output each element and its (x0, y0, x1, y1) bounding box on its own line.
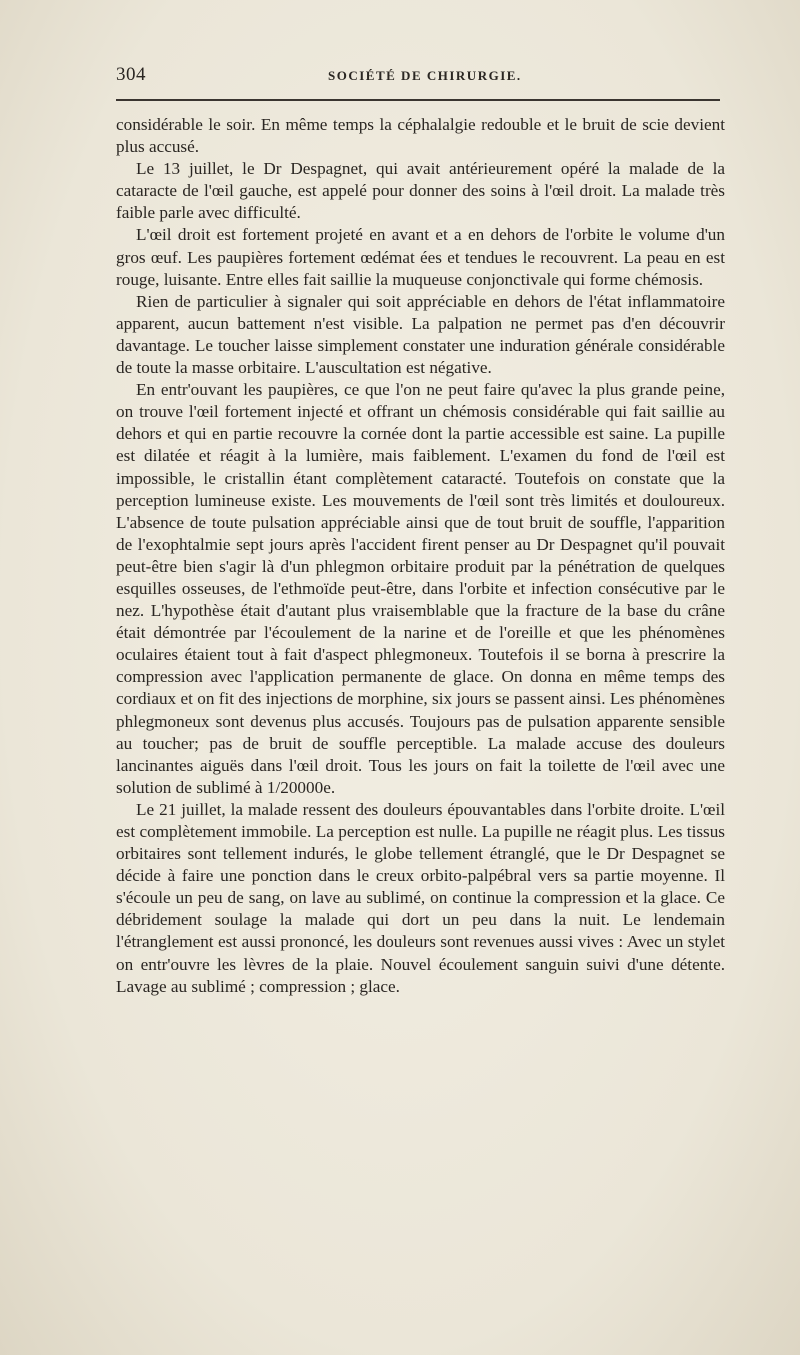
paragraph-right-eye: L'œil droit est fortement projeté en avant et a en dehors de l'orbite le volume d'un gros œuf. Les paupières fortement œdémat ées et tendues le recouvrent. La peau en est rouge, luisante. Entre elles fait saillie la muqueuse conjonctivale qui forme chémosis. (116, 225, 725, 289)
paragraph-eyelids-opening: En entr'ouvant les paupières, ce que l'on ne peut faire qu'avec la plus grande peine, on trouve l'œil fortement injecté et offrant un chémosis considérable qui fait saillie au dehors et qui en partie recouvre la cornée dont la partie accessible est saine. La pupille est dilatée et réagit à la lumière, mais faiblement. L'examen du fond de l'œil est impossible, le cristallin étant complètement cataracté. Toutefois on constate que la perception lumineuse existe. Les mouvements de l'œil sont très limités et douloureux. L'absence de toute pulsation appréciable ainsi que de tout bruit de souffle, l'apparition de l'exophtalmie sept jours après l'accident firent penser au Dr Despagnet qu'il pouvait peut-être bien s'agir là d'un phlegmon orbitaire produit par la pénétration de quelques esquilles osseuses, de l'ethmoïde peut-être, dans l'orbite et infection consécutive par le nez. L'hypothèse était d'autant plus vraisemblable que la fracture de la base du crâne était démontrée par l'écoulement de la narine et de l'oreille et que les phénomènes oculaires étaient tout à fait d'aspect phlegmoneux. Toutefois il se borna à prescrire la compression avec l'application permanente de glace. On donna en même temps des cordiaux et on fit des injections de morphine, six jours se passent ainsi. Les phénomènes phlegmoneux sont devenus plus accusés. Toujours pas de pulsation apparente sensible au toucher; pas de bruit de souffle perceptible. La malade accuse des douleurs lancinantes aiguës dans l'œil droit. Tous les jours on fait la toilette de l'œil avec une solution de sublimé à 1/20000e. (116, 380, 725, 797)
page-number: 304 (116, 64, 146, 85)
running-title: SOCIÉTÉ DE CHIRURGIE. (328, 68, 522, 83)
paragraph-nothing-particular: Rien de particulier à signaler qui soit appréciable en dehors de l'état inflammatoire apparent, aucun battement n'est visible. La palpation ne permet pas d'en découvrir davantage. Le toucher laisse simplement constater une induration générale considérable de toute la masse orbitaire. L'auscultation est négative. (116, 291, 725, 378)
page-header (116, 64, 720, 88)
body-text (116, 114, 725, 998)
paragraph-continued: considérable le soir. En même temps la céphalalgie redouble et le bruit de scie devient plus accusé. (116, 115, 725, 157)
paragraph-13-july: Le 13 juillet, le Dr Despagnet, qui avait antérieurement opéré la malade de la cataracte de l'œil gauche, est appelé pour donner des soins à l'œil droit. La malade très faible parle avec difficulté. (116, 159, 725, 223)
paragraph-21-july: Le 21 juillet, la malade ressent des douleurs épouvantables dans l'orbite droite. L'œil est complètement immobile. La perception est nulle. La pupille ne réagit plus. Les tissus orbitaires sont tellement indurés, le globe tellement étranglé, que le Dr Despagnet se décide à faire une ponction dans le creux orbito-palpébral vers sa partie moyenne. Il s'écoule un peu de sang, on lave au sublimé, on continue la compression et la glace. Ce débridement soulage la malade qui dort un peu dans la nuit. Le lendemain l'étranglement est aussi prononcé, les douleurs sont revenues aussi vives : Avec un stylet on entr'ouvre les lèvres de la plaie. Nouvel écoulement sanguin suivi d'une détente. Lavage au sublimé ; compression ; glace. (116, 799, 725, 996)
header-rule (116, 99, 720, 101)
